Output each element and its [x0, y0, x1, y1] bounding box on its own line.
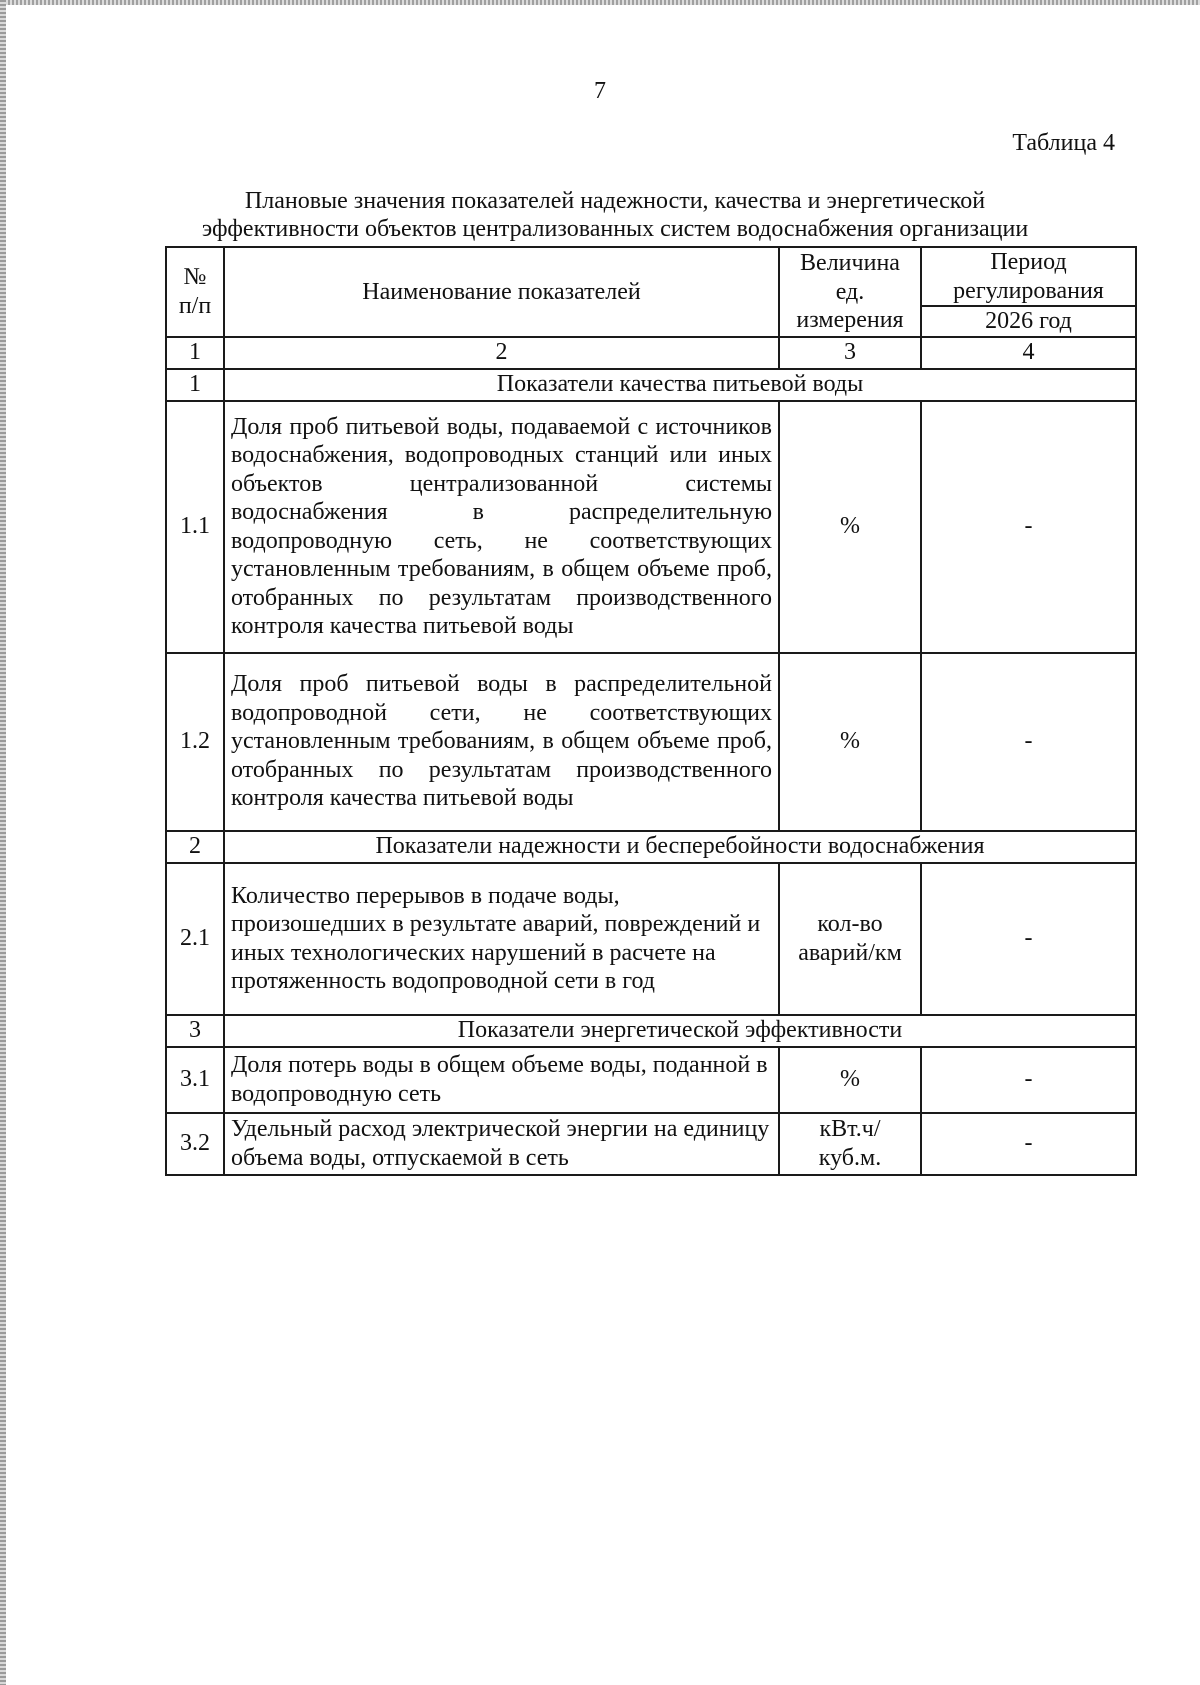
row-num: 3.1 — [166, 1047, 224, 1113]
row-num: 3.2 — [166, 1113, 224, 1175]
row-name: Удельный расход электрической энергии на единицу объема воды, отпускаемой в сеть — [224, 1113, 779, 1175]
header-period: Период регулирования — [921, 247, 1136, 306]
column-number: 3 — [779, 337, 921, 369]
row-name: Доля проб питьевой воды, подаваемой с источников водоснабжения, водопроводных станций или иных объектов централизованной системы водоснабжения в распределительную водопроводную сеть, не соответствующих установленным требованиям, в общем объеме проб, отобранных по результатам производственного контроля качества питьевой воды — [224, 401, 779, 653]
header-name: Наименование показателей — [224, 247, 779, 337]
row-value: - — [921, 1047, 1136, 1113]
section-title: Показатели энергетической эффективности — [224, 1015, 1136, 1047]
row-num: 1.1 — [166, 401, 224, 653]
header-row — [166, 247, 1136, 306]
row-name: Доля проб питьевой воды в распределительной водопроводной сети, не соответствующих установленным требованиям, в общем объеме проб, отобранных по результатам производственного контроля качества питьевой воды — [224, 653, 779, 831]
section-num: 2 — [166, 831, 224, 863]
section-title: Показатели надежности и бесперебойности водоснабжения — [224, 831, 1136, 863]
table-row — [166, 1113, 1136, 1175]
header-num: № п/п — [166, 247, 224, 337]
column-number-row — [166, 337, 1136, 369]
table-row — [166, 401, 1136, 653]
row-name: Доля потерь воды в общем объеме воды, поданной в водопроводную сеть — [224, 1047, 779, 1113]
row-num: 1.2 — [166, 653, 224, 831]
table-row — [166, 1047, 1136, 1113]
row-value: - — [921, 401, 1136, 653]
row-value: - — [921, 1113, 1136, 1175]
column-number: 4 — [921, 337, 1136, 369]
table-label: Таблица 4 — [1012, 130, 1115, 156]
section-title: Показатели качества питьевой воды — [224, 369, 1136, 401]
section-row — [166, 1015, 1136, 1047]
section-num: 3 — [166, 1015, 224, 1047]
table-title-line-2: эффективности объектов централизованных систем водоснабжения организации — [201, 216, 1029, 242]
row-unit: % — [779, 401, 921, 653]
row-name: Количество перерывов в подаче воды, произошедших в результате аварий, повреждений и иных технологических нарушений в расчете на протяженность водопроводной сети в год — [224, 863, 779, 1015]
scan-edge-left — [0, 0, 6, 1685]
row-unit: % — [779, 1047, 921, 1113]
table-title — [150, 187, 1080, 243]
row-unit: кВт.ч/ куб.м. — [779, 1113, 921, 1175]
table-title-line-1: Плановые значения показателей надежности, качества и энергетической — [244, 188, 986, 214]
header-year: 2026 год — [921, 306, 1136, 337]
section-num: 1 — [166, 369, 224, 401]
page-number: 7 — [594, 78, 606, 104]
section-row — [166, 369, 1136, 401]
row-num: 2.1 — [166, 863, 224, 1015]
column-number: 1 — [166, 337, 224, 369]
table-row — [166, 653, 1136, 831]
table-row — [166, 863, 1136, 1015]
row-unit: % — [779, 653, 921, 831]
row-value: - — [921, 653, 1136, 831]
row-value: - — [921, 863, 1136, 1015]
section-row — [166, 831, 1136, 863]
scan-edge-top — [0, 0, 1200, 5]
row-unit: кол-во аварий/км — [779, 863, 921, 1015]
indicators-table — [165, 246, 1137, 1176]
column-number: 2 — [224, 337, 779, 369]
header-unit: Величина ед. измерения — [779, 247, 921, 337]
